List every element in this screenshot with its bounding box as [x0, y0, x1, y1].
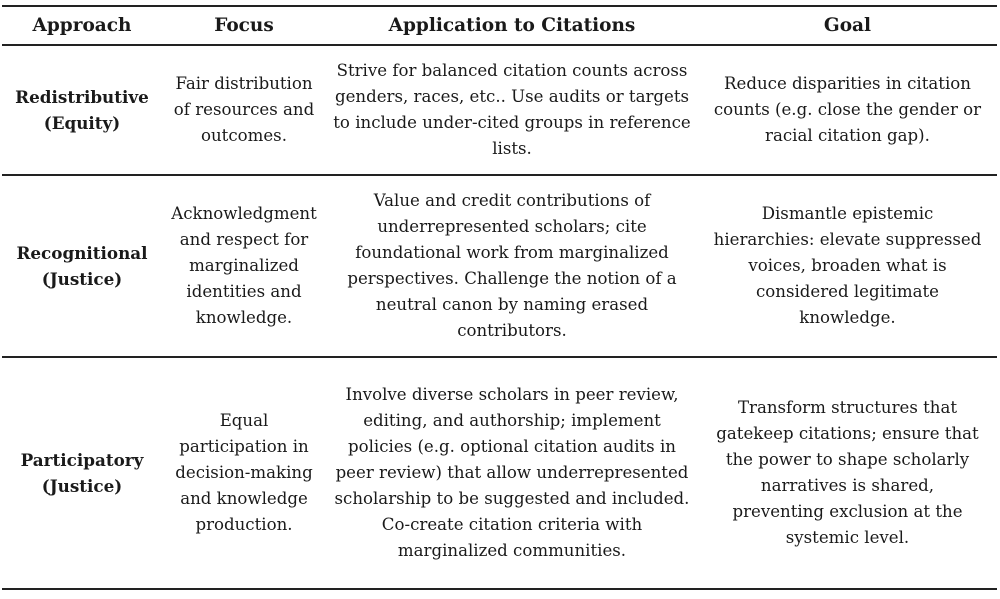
cell-line: counts (e.g. close the gender or [713, 100, 982, 119]
table-body [2, 45, 997, 589]
table-header [2, 6, 997, 45]
cell-line: Equal [219, 411, 269, 430]
cell-focus [162, 45, 326, 175]
cell-line: Co-create citation criteria with [381, 515, 643, 534]
cell-line: to include under-cited groups in reference [333, 113, 691, 132]
cell-line: Redistributive [15, 87, 149, 107]
cell-line: Dismantle epistemic [761, 204, 934, 223]
cell-line: hierarchies: elevate suppressed [713, 230, 982, 249]
cell-line: Acknowledgment [171, 204, 317, 223]
cell-line: policies (e.g. optional citation audits in [348, 437, 676, 456]
cell-line: genders, races, etc.. Use audits or targets [334, 87, 690, 106]
header-approach: Approach [2, 6, 162, 45]
cell-line: marginalized communities. [397, 541, 627, 560]
cell-line: systemic level. [785, 528, 910, 547]
cell-line: underrepresented scholars; cite [377, 217, 647, 236]
cell-line: identities and [186, 282, 302, 301]
cell-line: and respect for [179, 230, 309, 249]
cell-line: neutral canon by naming erased [375, 295, 649, 314]
cell-line: Involve diverse scholars in peer review, [345, 385, 679, 404]
cell-line: (Justice) [41, 476, 123, 496]
cell-line: foundational work from marginalized [355, 243, 669, 262]
cell-goal [698, 357, 997, 589]
cell-line: and knowledge [180, 489, 308, 508]
cell-line: participation in [179, 437, 309, 456]
cell-line: marginalized [189, 256, 299, 275]
cell-line: (Justice) [41, 269, 123, 289]
cell-application [326, 357, 698, 589]
table-row-redistributive [2, 45, 997, 175]
header-focus: Focus [162, 6, 326, 45]
cell-goal [698, 175, 997, 357]
cell-line: voices, broaden what is [748, 256, 947, 275]
cell-line: decision-making [175, 463, 313, 482]
cell-line: preventing exclusion at the [732, 502, 963, 521]
cell-application [326, 175, 698, 357]
cell-line: scholarship to be suggested and included. [334, 489, 690, 508]
cell-line: narratives is shared, [760, 476, 935, 495]
cell-application [326, 45, 698, 175]
header-goal: Goal [698, 6, 997, 45]
cell-line: editing, and authorship; implement [363, 411, 661, 430]
cell-line: Fair distribution [175, 74, 313, 93]
cell-line: Value and credit contributions of [373, 191, 651, 210]
cell-line: peer review) that allow underrepresented [335, 463, 689, 482]
cell-line: production. [195, 515, 293, 534]
cell-line: knowledge. [799, 308, 896, 327]
cell-line: the power to shape scholarly [725, 450, 970, 469]
cell-line: perspectives. Challenge the notion of a [347, 269, 677, 288]
cell-focus [162, 357, 326, 589]
cell-line: knowledge. [195, 308, 293, 327]
cell-line: racial citation gap). [765, 126, 930, 145]
cell-line: contributors. [457, 321, 567, 340]
citation-approaches-table-container [2, 5, 997, 590]
cell-line: Strive for balanced citation counts across [336, 61, 688, 80]
cell-approach [2, 175, 162, 357]
table-row-participatory [2, 357, 997, 589]
cell-line: of resources and [173, 100, 315, 119]
cell-line: outcomes. [201, 126, 287, 145]
cell-line: Transform structures that [737, 398, 958, 417]
cell-focus [162, 175, 326, 357]
cell-line: Participatory [20, 450, 144, 470]
cell-approach [2, 45, 162, 175]
header-row [2, 6, 997, 45]
cell-goal [698, 45, 997, 175]
citation-approaches-table [2, 5, 997, 590]
cell-approach [2, 357, 162, 589]
cell-line: Recognitional [16, 243, 148, 263]
cell-line: lists. [492, 139, 532, 158]
header-application: Application to Citations [326, 6, 698, 45]
cell-line: (Equity) [43, 113, 121, 133]
table-row-recognitional [2, 175, 997, 357]
cell-line: gatekeep citations; ensure that [716, 424, 979, 443]
cell-line: Reduce disparities in citation [724, 74, 971, 93]
cell-line: considered legitimate [755, 282, 940, 301]
